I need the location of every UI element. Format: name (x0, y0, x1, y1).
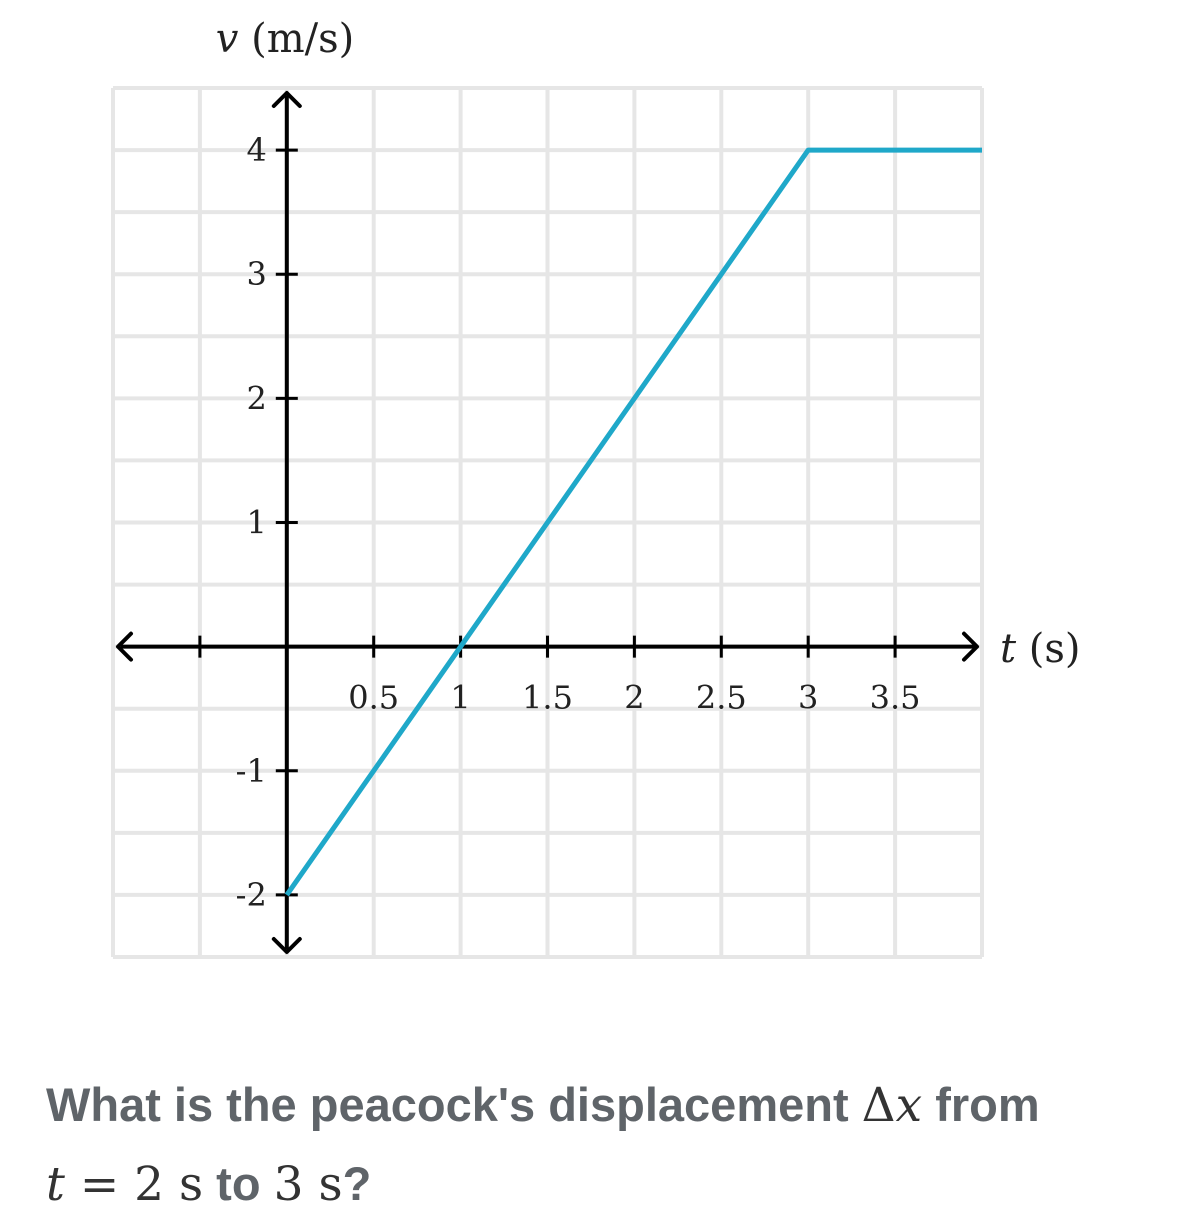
question-text (46, 1066, 1166, 1224)
y-tick-label: -2 (235, 875, 267, 914)
t-end-math: 3 s (273, 1157, 343, 1212)
x-tick-label: 3 (798, 678, 819, 717)
x-tick-label: 3.5 (869, 678, 921, 717)
question-line-1: What is the peacock's displacement Δx from (46, 1078, 1040, 1133)
x-tick-label: 2.5 (695, 678, 747, 717)
y-tick-label: 4 (246, 131, 267, 170)
y-tick-label: -1 (235, 751, 267, 790)
y-tick-label: 3 (246, 255, 267, 294)
x-axis-title: t (s) (1000, 626, 1081, 672)
y-tick-label: 2 (246, 379, 267, 418)
x-tick-label: 0.5 (348, 678, 400, 717)
y-tick-label: 1 (246, 503, 267, 542)
question-line-2: t = 2 s to 3 s? (46, 1157, 372, 1212)
delta-x-math: Δx (861, 1078, 923, 1133)
y-axis-title: v (m/s) (215, 16, 355, 62)
x-tick-label: 2 (624, 678, 645, 717)
t-equals-math: t = 2 s (46, 1157, 204, 1212)
x-tick-label: 1.5 (522, 678, 573, 717)
x-tick-label: 1 (450, 678, 471, 717)
